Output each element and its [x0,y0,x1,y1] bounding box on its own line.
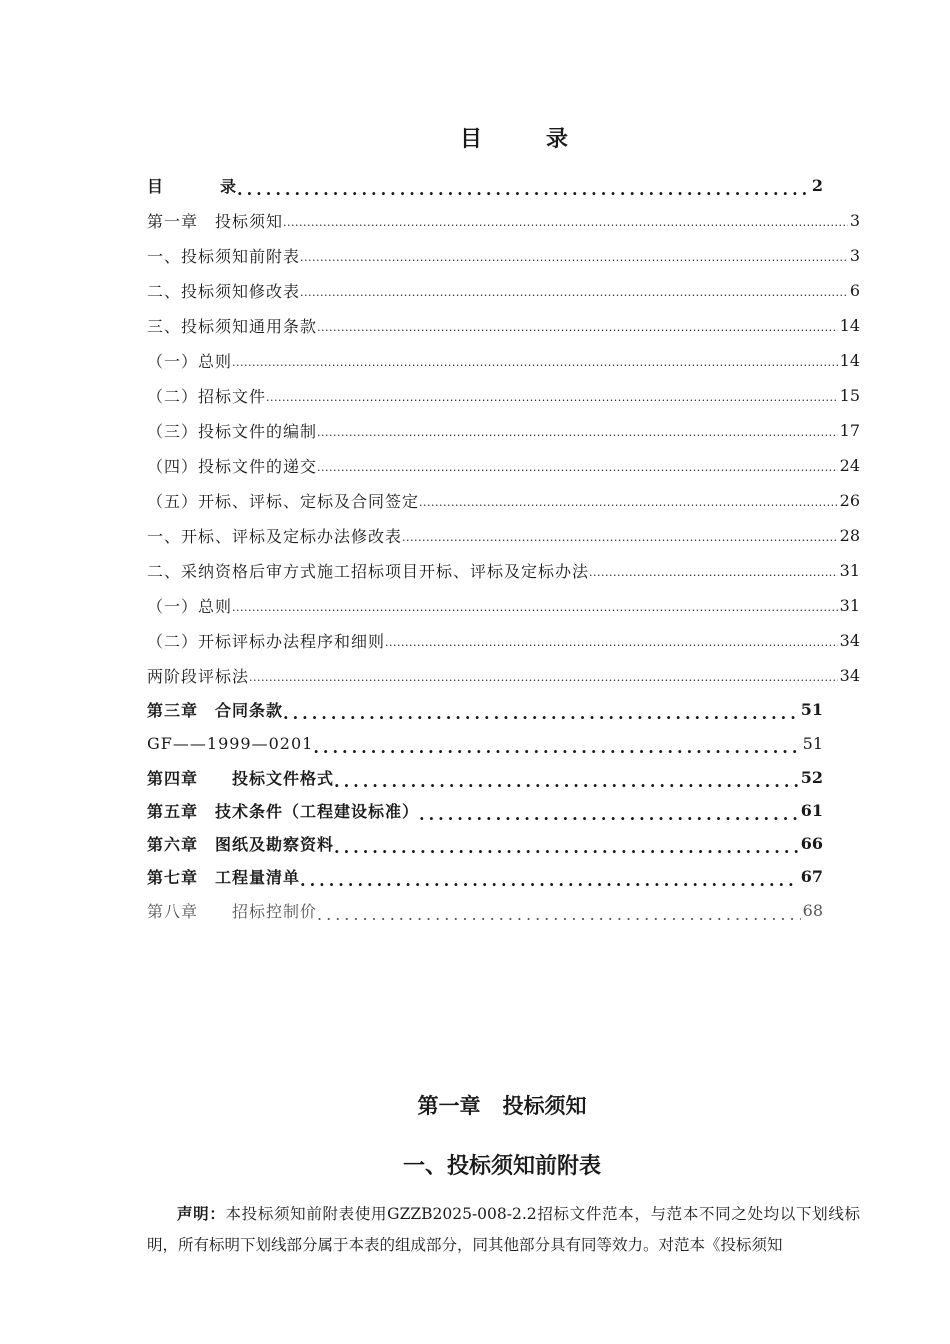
toc-entry[interactable] [147,308,860,343]
statement-lead: 声明： [177,1204,226,1223]
dot-leader [385,631,838,651]
dot-leader [266,386,838,406]
toc-entry[interactable] [147,827,823,860]
toc-entry-page: 14 [839,316,860,335]
toc-entry-label: GF——1999—0201 [147,734,314,753]
toc-entry-label: 三、投标须知通用条款 [147,317,318,336]
dot-leader [249,666,838,686]
toc-entry-label: （一）总则 [147,352,233,371]
toc-entry-label: 第六章 图纸及勘察资料 [147,835,335,854]
toc-entry[interactable] [147,794,823,827]
toc-entry[interactable] [147,238,860,273]
dot-leader [334,768,799,788]
toc-entry-page: 24 [839,456,860,475]
toc-entry[interactable] [147,483,860,518]
toc-entry[interactable] [147,860,823,893]
toc-entry-page: 66 [800,834,823,853]
statement-text: 本投标须知前附表使用GZZB2025-008-2.2招标文件范本，与范本不同之处均以下划线标明，所有标明下划线部分属于本表的组成部分，同其他部分具有同等效力。对范本《投标须知 [147,1205,860,1254]
dot-leader [300,246,848,266]
toc-entry[interactable] [147,893,823,928]
dot-leader [313,734,800,754]
toc-entry-page: 26 [839,491,860,510]
dot-leader [283,700,799,720]
chapter-number: 第一章 [417,1093,481,1118]
toc-entry-contents[interactable] [147,168,823,203]
toc-entry[interactable] [147,726,823,761]
dot-leader [419,491,838,511]
toc-entry[interactable] [147,761,823,794]
toc-entry[interactable] [147,378,860,413]
chapter-title: 投标须知 [502,1093,587,1118]
dot-leader [317,316,838,336]
toc-entry[interactable] [147,588,860,623]
toc-entry[interactable] [147,518,860,553]
toc-entry[interactable] [147,553,860,588]
toc-title [0,122,950,153]
toc-entry-page: 68 [802,901,823,920]
toc-entry-page: 34 [839,631,860,650]
dot-leader [283,211,848,231]
dot-leader [419,801,799,821]
chapter-heading [0,1090,950,1120]
toc-entry-page: 52 [800,768,823,787]
table-of-contents [147,168,860,928]
toc-entry[interactable] [147,693,823,726]
toc-entry-page: 61 [800,801,823,820]
section-heading: 一、投标须知前附表 [402,1153,601,1179]
toc-entry-label: （五）开标、评标、定标及合同签定 [147,492,420,511]
toc-entry-label: （二）开标评标办法程序和细则 [147,632,386,651]
toc-entry-label: 目 录 [147,177,238,196]
toc-entry-label: 第七章 工程量清单 [147,868,301,887]
dot-leader [402,526,838,546]
toc-title-char-2: 录 [546,126,571,152]
toc-entry-label: （三）投标文件的编制 [147,422,318,441]
dot-leader [317,901,801,921]
toc-entry-page: 51 [800,700,823,719]
toc-entry-label: 一、投标须知前附表 [147,247,301,266]
toc-entry-page: 31 [839,561,860,580]
toc-entry-page: 14 [839,351,860,370]
toc-entry-label: 二、投标须知修改表 [147,282,301,301]
toc-entry-label: （一）总则 [147,597,233,616]
dot-leader [300,281,848,301]
dot-leader [317,456,838,476]
toc-entry-label: 第八章 招标控制价 [147,902,318,921]
toc-entry-label: 一、开标、评标及定标办法修改表 [147,527,403,546]
toc-entry[interactable] [147,658,860,693]
toc-entry-page: 3 [849,246,860,265]
toc-entry-label: 二、采纳资格后审方式施工招标项目开标、评标及定标办法 [147,562,590,581]
toc-entry-page: 15 [839,386,860,405]
toc-entry-label: （四）投标文件的递交 [147,457,318,476]
toc-entry-label: 两阶段评标法 [147,667,250,686]
toc-entry[interactable] [147,273,860,308]
statement-paragraph [147,1198,860,1261]
toc-entry[interactable] [147,413,860,448]
toc-entry-page: 6 [849,281,860,300]
toc-entry-label: （二）招标文件 [147,387,267,406]
toc-entry[interactable] [147,623,860,658]
toc-entry[interactable] [147,203,860,238]
dot-leader [334,834,799,854]
toc-entry-page: 31 [839,596,860,615]
toc-entry-label: 第一章 投标须知 [147,212,284,231]
toc-entry-page: 51 [802,734,823,753]
toc-entry-page: 67 [800,867,823,886]
toc-entry-page: 28 [839,526,860,545]
dot-leader [589,561,838,581]
dot-leader [300,867,799,887]
toc-entry-label: 第四章 投标文件格式 [147,769,335,788]
toc-entry-label: 第五章 技术条件（工程建设标准） [147,802,420,821]
toc-entry-page: 3 [849,211,860,230]
dot-leader [237,176,810,196]
toc-entry-page: 17 [839,421,860,440]
toc-entry-page: 34 [839,666,860,685]
dot-leader [232,351,838,371]
toc-title-char-1: 目 [459,126,484,152]
dot-leader [232,596,838,616]
toc-entry[interactable] [147,448,860,483]
toc-entry[interactable] [147,343,860,378]
dot-leader [317,421,838,441]
toc-entry-page: 2 [811,176,823,195]
toc-entry-label: 第三章 合同条款 [147,701,284,720]
